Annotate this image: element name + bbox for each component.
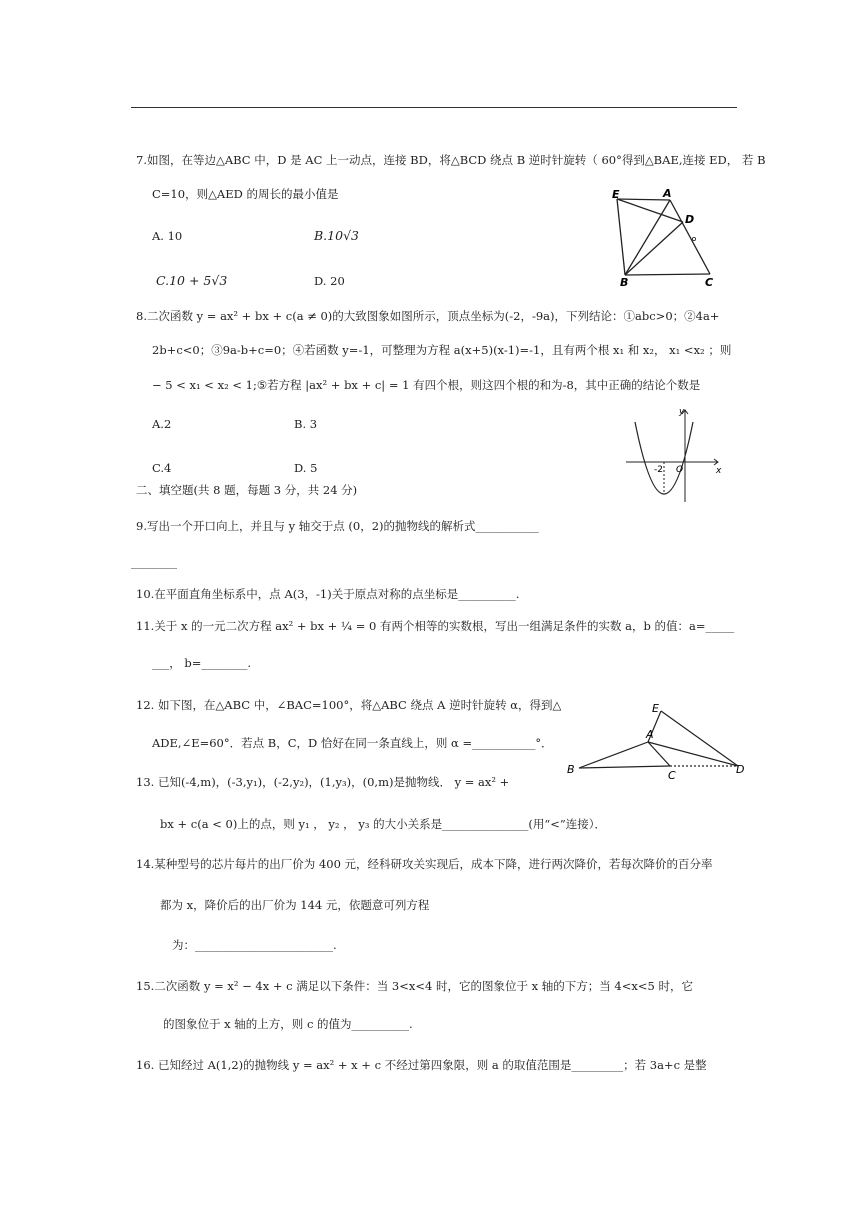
q7-option-a: A. 10 [152,229,183,243]
q12-label-a: A [646,728,654,741]
q8-option-d: D. 5 [294,461,318,475]
q7-option-d: D. 20 [314,274,345,288]
q16-line: 16. 已知经过 A(1,2)的抛物线 y = ax² + x + c 不经过第四象限，则 a 的取值范围是_________；若 3a+c 是整 [136,1058,707,1072]
q12-label-b: B [567,763,575,776]
q13-line1: 13. 已知(-4,m)，(-3,y₁)，(-2,y₂)，(1,y₃)，(0,m)是抛物线． y = ax² + [136,775,510,789]
q8-line3: − 5 < x₁ < x₂ < 1;⑤若方程 |ax² + bx + c| = 1 有四个根，则这四个根的和为-8，其中正确的结论个数是 [152,378,701,392]
q12-line1: 12. 如下图，在△ABC 中，∠BAC=100°，将△ABC 绕点 A 逆时针旋转 α，得到△ [136,698,562,712]
q12-label-d: D [736,763,745,776]
q9-line1: 9.写出一个开口向上，并且与 y 轴交于点 (0，2)的抛物线的解析式___________ [136,519,539,533]
q8-line2: 2b+c<0；③9a-b+c=0；④若函数 y=-1，可整理为方程 a(x+5)(x-1)=-1，且有两个根 x₁ 和 x₂， x₁ <x₂ ；则 [152,343,732,357]
q8-option-b: B. 3 [294,417,318,431]
section-2-heading: 二、填空题(共 8 题，每题 3 分，共 24 分) [136,483,358,497]
q11-line1: 11.关于 x 的一元二次方程 ax² + bx + ¼ = 0 有两个相等的实数根，写出一组满足条件的实数 a，b 的值：a=_____ [136,619,735,633]
q10-line: 10.在平面直角坐标系中，点 A(3，-1)关于原点对称的点坐标是__________. [136,587,520,601]
q9-line2: ________ [131,555,177,569]
q8-label-minus2: -2 [654,465,663,475]
q12-line2: ADE,∠E=60°．若点 B，C，D 恰好在同一条直线上，则 α =___________°． [152,736,553,750]
q15-line1: 15.二次函数 y = x² − 4x + c 满足以下条件：当 3<x<4 时，它的图象位于 x 轴的下方；当 4<x<5 时，它 [136,979,693,993]
q12-figure-triangles [560,698,750,780]
q7-option-b: B.10√3 [314,228,359,243]
q7-figure-rhombus [600,186,730,290]
q13-line2: bx + c(a < 0)上的点，则 y₁ ， y₂ ， y₃ 的大小关系是_______________(用“<”连接）． [160,817,606,831]
q7-label-c: C [705,276,714,289]
q7-label-e: E [612,188,620,201]
q7-label-a: A [663,187,672,200]
q8-label-origin: O [676,465,684,475]
q8-option-a: A.2 [152,417,172,431]
q12-label-e: E [652,702,659,715]
q15-line2: 的图象位于 x 轴的上方，则 c 的值为__________. [163,1017,413,1031]
q7-label-b: B [620,276,629,289]
q7-label-d: D [685,213,695,226]
q14-line2: 都为 x，降价后的出厂价为 144 元，依题意可列方程 [160,898,430,912]
q8-label-x: x [716,466,722,476]
q14-line1: 14.某种型号的芯片每片的出厂价为 400 元，经科研攻关实现后，成本下降，进行两次降价，若每次降价的百分率 [136,857,713,871]
q8-figure-parabola [620,402,725,504]
q8-label-y: y [679,407,685,417]
q7-option-c: C.10 + 5√3 [156,273,228,288]
q8-line1: 8.二次函数 y = ax² + bx + c(a ≠ 0)的大致图象如图所示，顶点坐标为(-2，-9a)，下列结论：①abc>0；②4a+ [136,309,720,323]
q11-line2: ___， b=________. [152,656,252,670]
header-rule [131,107,737,108]
q7-line2: C=10，则△AED 的周长的最小值是 [152,187,339,201]
q14-line3: 为：________________________. [172,938,337,952]
q7-line1: 7.如图，在等边△ABC 中，D 是 AC 上一动点，连接 BD，将△BCD 绕点 B 逆时针旋转（ 60°得到△BAE,连接 ED， 若 B [136,153,766,167]
q12-label-c: C [668,769,676,780]
q8-option-c: C.4 [152,461,172,475]
